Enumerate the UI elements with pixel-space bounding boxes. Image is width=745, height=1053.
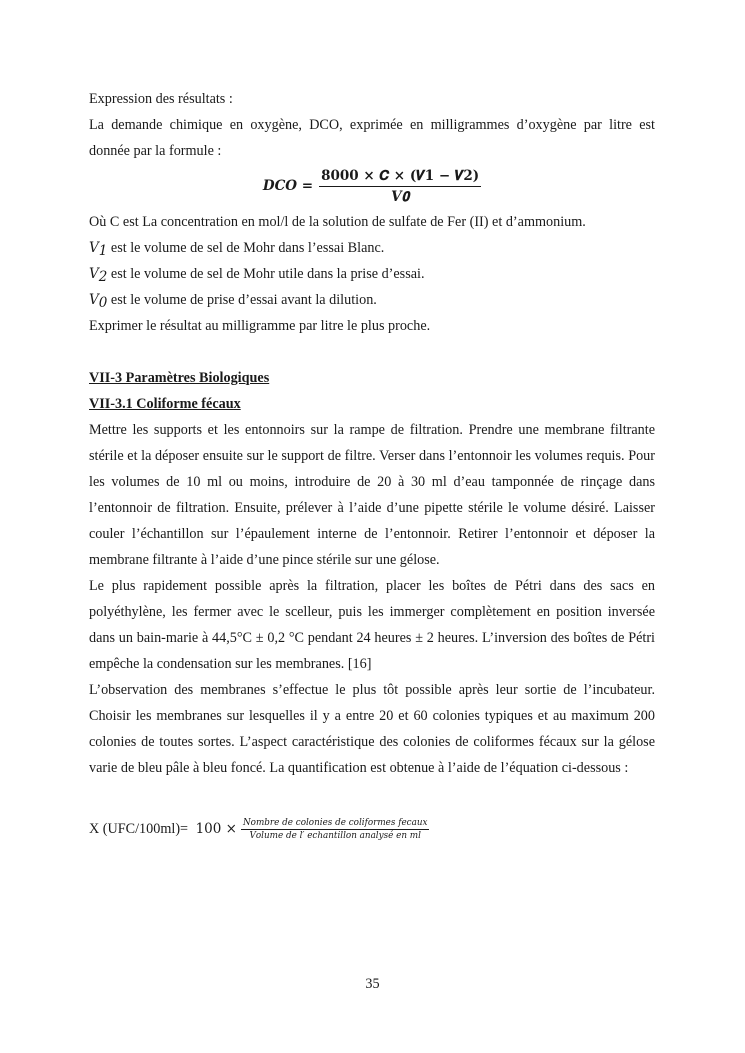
ufc-formula-numerator: 𝑁𝑜𝑚𝑏𝑟𝑒 𝑑𝑒 𝑐𝑜𝑙𝑜𝑛𝑖𝑒𝑠 𝑑𝑒 𝑐𝑜𝑙𝑖𝑓𝑜𝑟𝑚𝑒𝑠 𝑓𝑒𝑐𝑎𝑢𝑥 (242, 817, 428, 828)
v1-symbol: 𝑉 (89, 240, 99, 256)
dco-formula-lhs: 𝑫𝑪𝑶 = (262, 178, 314, 194)
dco-formula-fraction (319, 168, 481, 205)
v0-text: est le volume de prise d’essai avant la dilution. (107, 292, 377, 308)
section-spacer (89, 339, 655, 365)
v0-definition (89, 287, 655, 313)
dco-formula-denominator: 𝑽𝟎 (391, 188, 410, 205)
section-heading-biological-parameters: VII-3 Paramètres Biologiques (89, 370, 270, 386)
ufc-formula (89, 809, 655, 849)
dco-formula-numerator: 𝟖𝟎𝟎𝟎 × 𝑪 × (𝑽𝟏 − 𝑽𝟐) (319, 168, 481, 187)
ufc-formula-lead: X (UFC/100ml)= (89, 820, 192, 837)
ufc-formula-factor: 100 × (195, 821, 237, 837)
observation-paragraph: L’observation des membranes s’effectue le plus tôt possible après leur sortie de l’incubateur. Choisir les membranes sur lesquelles il y a entre 20 et 60 colonies typiques et au maximum 200 colonies de toutes sortes. L’aspect caractéristique des colonies de coliformes fécaux sur la gélose varie de bleu pâle à bleu foncé. La quantification est obtenue à l’aide de l’équation ci-dessous : (89, 682, 655, 776)
results-expression-label: Expression des résultats : (89, 91, 233, 107)
page-content (89, 86, 655, 849)
ufc-formula-denominator: 𝑉𝑜𝑙𝑢𝑚𝑒 𝑑𝑒 𝑙′ 𝑒𝑐ℎ𝑎𝑛𝑡𝑖𝑙𝑙𝑜𝑛 𝑎𝑛𝑎𝑙𝑦𝑠é 𝑒𝑛 𝑚𝑙 (249, 830, 421, 841)
v1-subscript: 1 (98, 243, 108, 259)
concentration-definition: Où C est La concentration en mol/l de la solution de sulfate de Fer (II) et d’ammonium. (89, 214, 586, 230)
page-number: 35 (365, 976, 380, 992)
v2-subscript: 2 (98, 269, 108, 285)
dco-formula (89, 164, 655, 208)
v2-symbol: 𝑉 (89, 266, 99, 282)
v1-text: est le volume de sel de Mohr dans l’essai Blanc. (107, 240, 385, 256)
dco-definition-paragraph: La demande chimique en oxygène, DCO, exprimée en milligrammes d’oxygène par litre est donnée par la formule : (89, 117, 655, 159)
filtration-procedure-paragraph: Mettre les supports et les entonnoirs sur la rampe de filtration. Prendre une membrane filtrante stérile et la déposer ensuite sur le support de filtre. Verser dans l’entonnoir les volumes requis. Pour les volumes de 10 ml ou moins, introduire de 20 à 30 ml d’eau tamponnée de rinçage dans l’entonnoir de filtration. Ensuite, prélever à l’aide d’une pipette stérile le volume désiré. Laisser couler l’échantillon sur l’épaulement interne de l’entonnoir. Retirer l’entonnoir et déposer la membrane filtrante à l’aide d’une pince stérile sur une gélose. (89, 422, 655, 568)
incubation-paragraph: Le plus rapidement possible après la filtration, placer les boîtes de Pétri dans des sacs en polyéthylène, les fermer avec le scelleur, puis les immerger complètement en position inversée dans un bain-marie à 44,5°C ± 0,2 °C pendant 24 heures ± 2 heures. L’inversion des boîtes de Pétri empêche la condensation sur les membranes. [16] (89, 578, 655, 672)
v1-definition (89, 235, 655, 261)
v0-symbol: 𝑉 (89, 292, 99, 308)
result-rounding-instruction: Exprimer le résultat au milligramme par litre le plus proche. (89, 318, 431, 334)
subsection-heading-fecal-coliform: VII-3.1 Coliforme fécaux (89, 396, 241, 412)
v2-definition (89, 261, 655, 287)
v2-text: est le volume de sel de Mohr utile dans la prise d’essai. (107, 266, 425, 282)
v0-subscript: 0 (98, 295, 108, 311)
ufc-formula-fraction (241, 818, 430, 841)
